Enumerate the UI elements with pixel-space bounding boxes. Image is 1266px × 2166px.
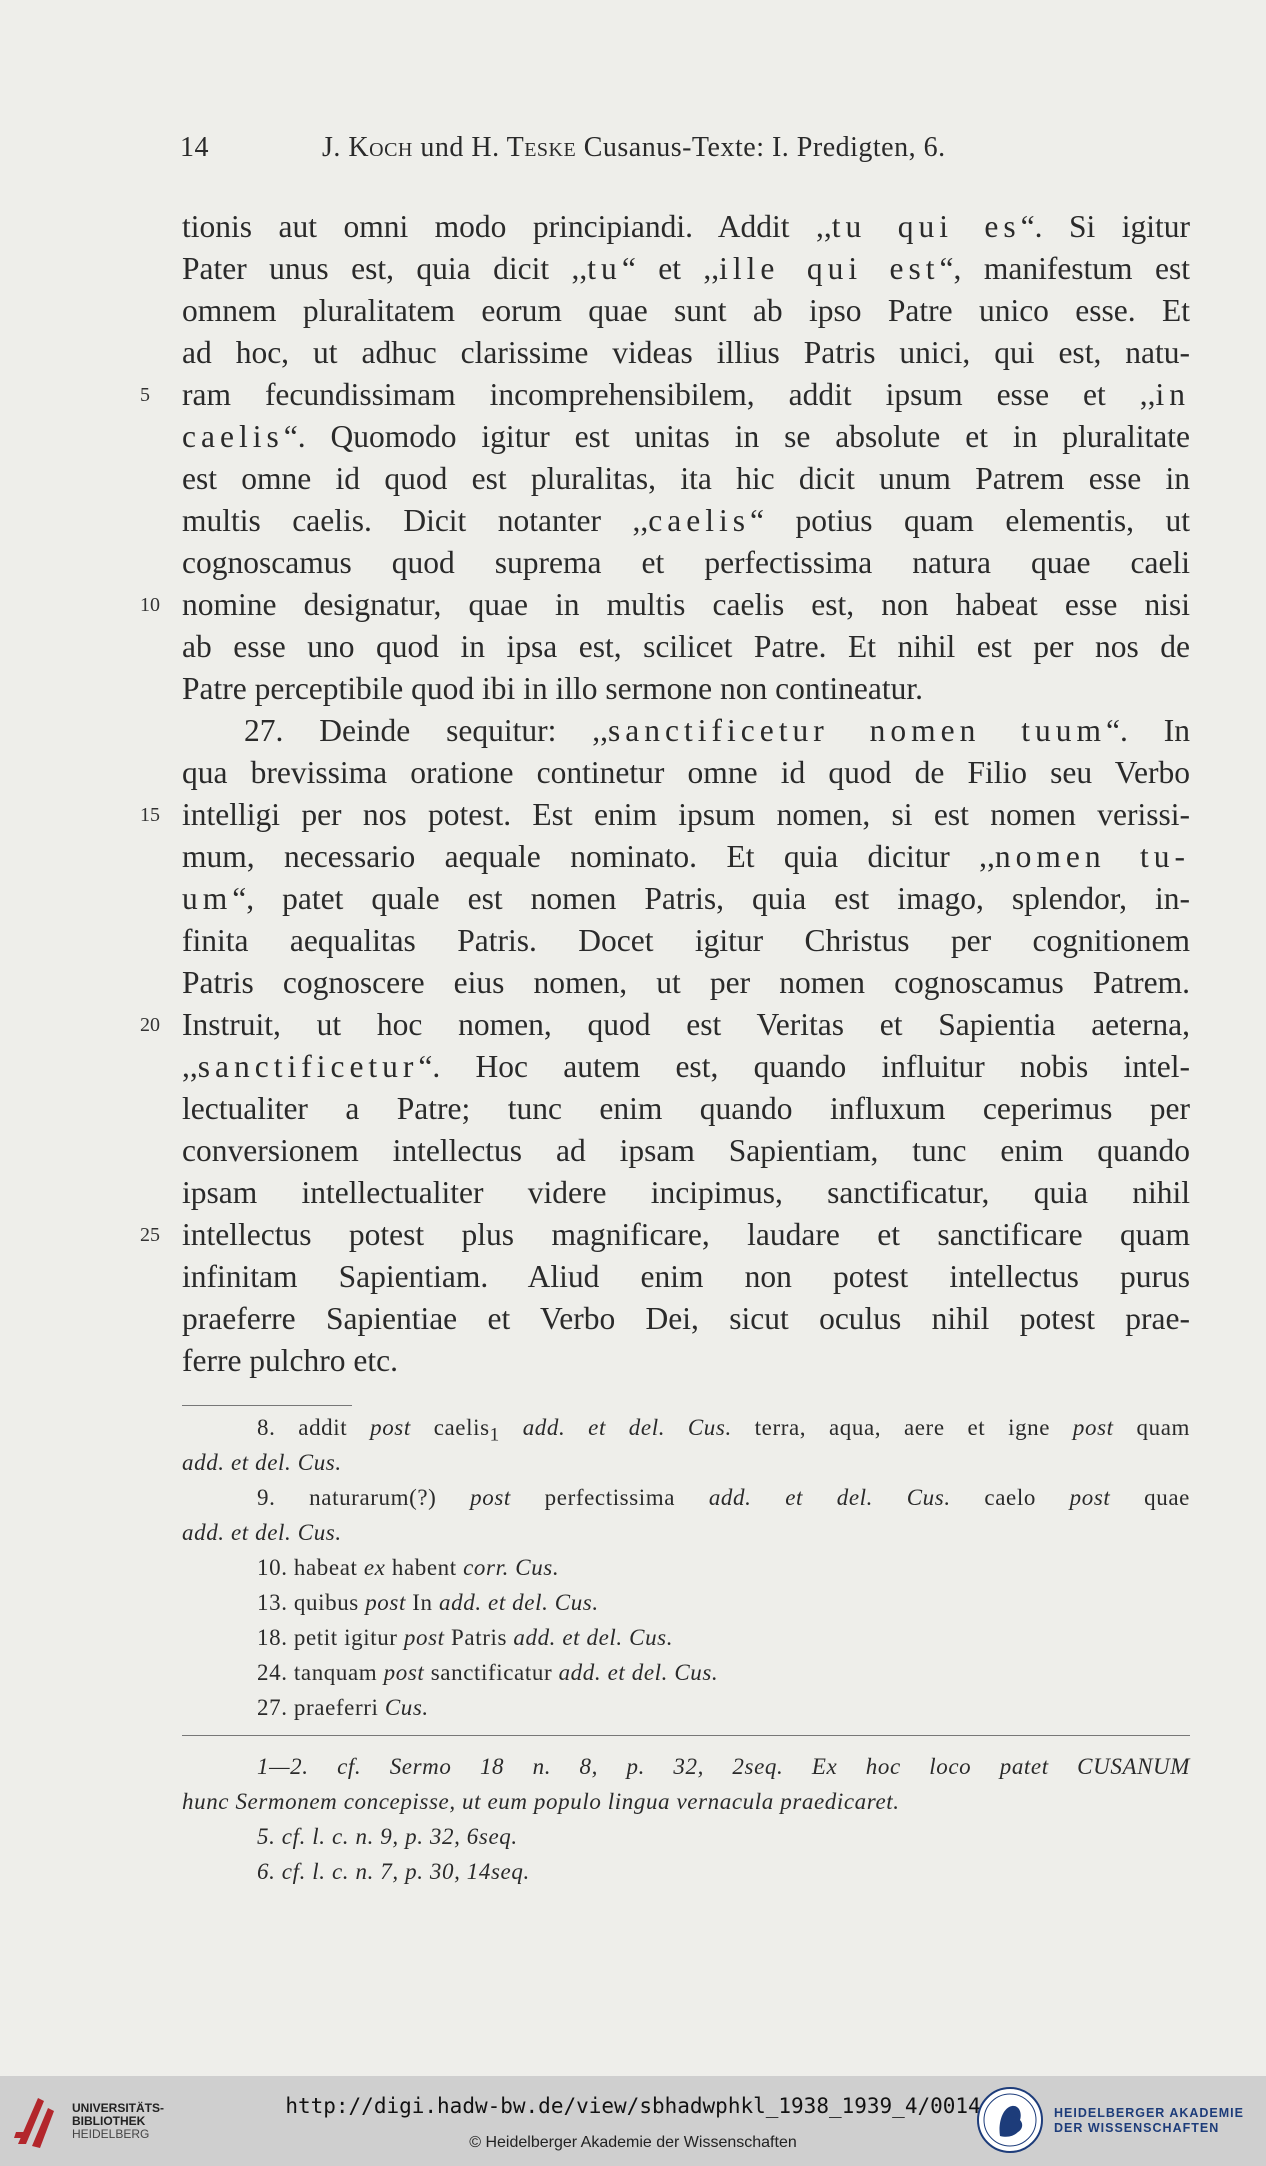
source-line: 5. cf. l. c. n. 9, p. 32, 6seq.	[257, 1824, 518, 1849]
apparatus-line: 18. petit igitur post Patris add. et del. Cus.	[257, 1625, 674, 1650]
text-line: Instruit, ut hoc nomen, quod est Veritas et Sapientia aeterna, 20	[182, 1004, 1190, 1046]
line-number: 15	[140, 804, 160, 826]
critical-apparatus	[182, 1410, 1190, 1725]
apparatus-line: add. et del. Cus.	[182, 1450, 342, 1475]
apparatus-line: 13. quibus post In add. et del. Cus.	[257, 1590, 599, 1615]
text-line: lectualiter a Patre; tunc enim quando influxum ceperimus per	[182, 1091, 1190, 1126]
permalink-url[interactable]: http://digi.hadw-bw.de/view/sbhadwphkl_1938_1939_4/0014	[285, 2094, 981, 2118]
page-number: 14	[180, 132, 209, 163]
text-line: ad hoc, ut adhuc clarissime videas illius Patris unici, qui est, natu-	[182, 335, 1190, 370]
source-line: 1—2. cf. Sermo 18 n. 8, p. 32, 2seq. Ex hoc loco patet CUSANUM	[257, 1754, 1190, 1779]
text-line: qua brevissima oratione continetur omne id quod de Filio seu Verbo	[182, 755, 1190, 790]
line-number: 5	[140, 384, 150, 406]
text-line: ram fecundissimam incomprehensibilem, addit ipsum esse et ,,in 5	[182, 374, 1190, 416]
text-line: mum, necessario aequale nominato. Et quia dicitur ,,nomen tu-	[182, 839, 1190, 874]
text-line: conversionem intellectus ad ipsam Sapientiam, tunc enim quando	[182, 1133, 1190, 1168]
text-line: ferre pulchro etc.	[182, 1343, 398, 1378]
text-line: finita aequalitas Patris. Docet igitur Christus per cognitionem	[182, 923, 1190, 958]
library-name: UNIVERSITÄTS- BIBLIOTHEK HEIDELBERG	[72, 2101, 165, 2141]
apparatus-line: 27. praeferri Cus.	[257, 1695, 429, 1720]
text-line: Patre perceptibile quod ibi in illo sermone non contineatur.	[182, 671, 923, 706]
text-line: ,,sanctificetur“. Hoc autem est, quando influitur nobis intel-	[182, 1049, 1190, 1084]
text-line: multis caelis. Dicit notanter ,,caelis“ potius quam elementis, ut	[182, 503, 1190, 538]
text-line: omnem pluralitatem eorum quae sunt ab ipso Patre unico esse. Et	[182, 293, 1190, 328]
text-line: intelligi per nos potest. Est enim ipsum nomen, si est nomen verissi- 15	[182, 794, 1190, 836]
text-line: ipsam intellectualiter videre incipimus, sanctificatur, quia nihil	[182, 1175, 1190, 1210]
apparatus-line: 8. addit post caelis$_1$ add. et del. Cus. terra, aqua, aere et igne post quam	[257, 1415, 1190, 1446]
line-number: 10	[140, 594, 160, 616]
sources-divider	[182, 1735, 1190, 1736]
line-number: 20	[140, 1014, 160, 1036]
text-line: tionis aut omni modo principiandi. Addit ,,tu qui es“. Si igitur	[182, 209, 1190, 244]
academy-name: HEIDELBERGER AKADEMIE DER WISSENSCHAFTEN	[1054, 2106, 1244, 2135]
header-title: J. Koch und H. Teske Cusanus-Texte: I. Predigten, 6.	[322, 132, 946, 163]
apparatus-divider	[182, 1405, 352, 1406]
apparatus-line: 24. tanquam post sanctificatur add. et del. Cus.	[257, 1660, 719, 1685]
text-line: nomine designatur, quae in multis caelis est, non habeat esse nisi 10	[182, 584, 1190, 626]
text-line: intellectus potest plus magnificare, laudare et sanctificare quam 25	[182, 1214, 1190, 1256]
apparatus-line: 9. naturarum(?) post perfectissima add. et del. Cus. caelo post quae	[257, 1485, 1190, 1510]
footer-bar	[0, 2076, 1266, 2166]
source-line: 6. cf. l. c. n. 7, p. 30, 14seq.	[257, 1859, 530, 1884]
academy-seal-icon	[976, 2086, 1044, 2154]
text-line: cognoscamus quod suprema et perfectissima natura quae caeli	[182, 545, 1190, 580]
main-text	[140, 206, 1190, 1382]
apparatus-line: 10. habeat ex habent corr. Cus.	[257, 1555, 560, 1580]
line-number: 25	[140, 1224, 160, 1246]
running-header	[180, 132, 1050, 172]
copyright-notice: © Heidelberger Akademie der Wissenschaften	[469, 2134, 797, 2151]
text-line: caelis“. Quomodo igitur est unitas in se absolute et in pluralitate	[182, 419, 1190, 454]
text-line: 27. Deinde sequitur: ,,sanctificetur nomen tuum“. In	[244, 713, 1190, 748]
text-line: Patris cognoscere eius nomen, ut per nomen cognoscamus Patrem.	[182, 965, 1190, 1000]
text-line: praeferre Sapientiae et Verbo Dei, sicut oculus nihil potest prae-	[182, 1301, 1190, 1336]
text-line: ab esse uno quod in ipsa est, scilicet Patre. Et nihil est per nos de	[182, 629, 1190, 664]
source-line: hunc Sermonem concepisse, ut eum populo lingua vernacula praedicaret.	[182, 1789, 900, 1814]
text-line: um“, patet quale est nomen Patris, quia est imago, splendor, in-	[182, 881, 1190, 916]
apparatus-line: add. et del. Cus.	[182, 1520, 342, 1545]
text-line: infinitam Sapientiam. Aliud enim non potest intellectus purus	[182, 1259, 1190, 1294]
text-line: Pater unus est, quia dicit ,,tu“ et ,,ille qui est“, manifestum est	[182, 251, 1190, 286]
source-notes	[182, 1749, 1190, 1889]
text-line: est omne id quod est pluralitas, ita hic dicit unum Patrem esse in	[182, 461, 1190, 496]
